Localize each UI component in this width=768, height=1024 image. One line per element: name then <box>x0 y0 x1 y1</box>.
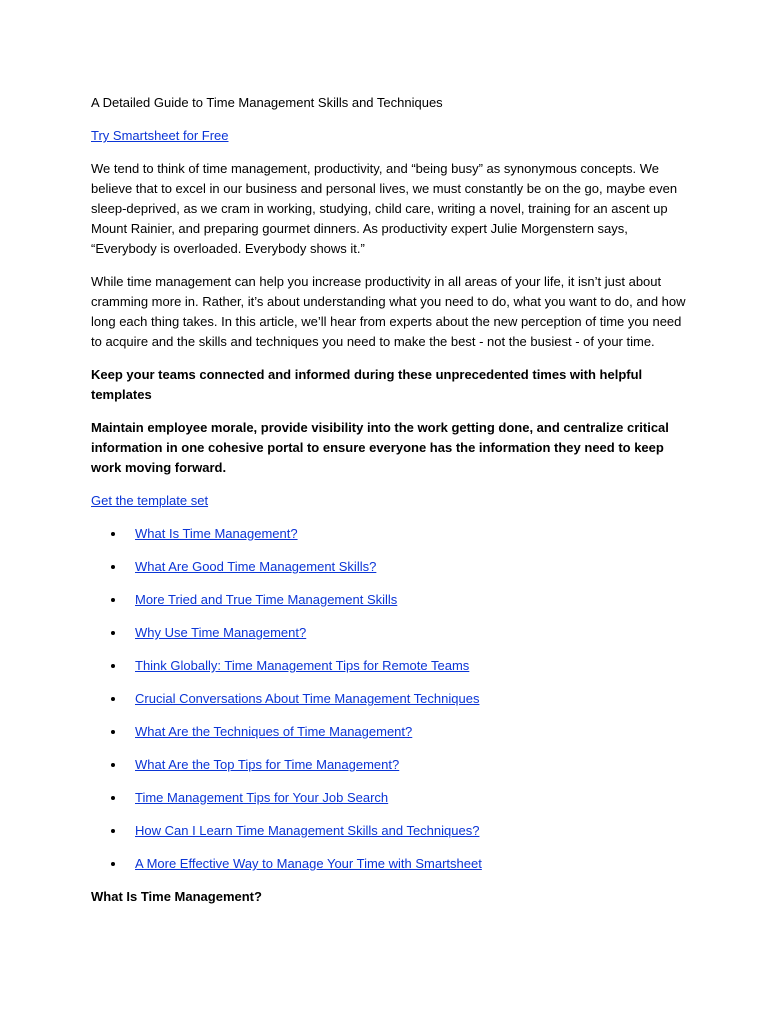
bullet-icon <box>111 763 115 767</box>
list-item <box>91 557 688 577</box>
toc-link[interactable]: What Is Time Management? <box>135 526 298 541</box>
toc-link[interactable]: Why Use Time Management? <box>135 625 307 640</box>
promo-heading: Keep your teams connected and informed during these unprecedented times with helpful templates <box>91 367 643 402</box>
toc-link[interactable]: What Are the Techniques of Time Management? <box>135 724 413 739</box>
bullet-icon <box>111 598 115 602</box>
list-item <box>91 755 688 775</box>
cta-link-wrapper <box>91 126 688 146</box>
list-item <box>91 524 688 544</box>
list-item <box>91 821 688 841</box>
template-link-wrapper <box>91 491 688 511</box>
document-title: A Detailed Guide to Time Management Skills and Techniques <box>91 95 443 110</box>
toc-link[interactable]: What Are Good Time Management Skills? <box>135 559 377 574</box>
toc-link[interactable]: Time Management Tips for Your Job Search <box>135 790 389 805</box>
bullet-icon <box>111 796 115 800</box>
toc-link[interactable]: More Tried and True Time Management Skills <box>135 592 398 607</box>
list-item <box>91 722 688 742</box>
toc-link[interactable]: What Are the Top Tips for Time Management? <box>135 757 400 772</box>
bullet-icon <box>111 730 115 734</box>
list-item <box>91 689 688 709</box>
bullet-icon <box>111 829 115 833</box>
list-item <box>91 623 688 643</box>
bullet-icon <box>111 862 115 866</box>
bullet-icon <box>111 631 115 635</box>
list-item <box>91 590 688 610</box>
try-smartsheet-link[interactable]: Try Smartsheet for Free <box>91 128 229 143</box>
bullet-icon <box>111 565 115 569</box>
toc-link[interactable]: A More Effective Way to Manage Your Time with Smartsheet <box>135 856 482 871</box>
bullet-icon <box>111 697 115 701</box>
get-template-set-link[interactable]: Get the template set <box>91 493 209 508</box>
list-item <box>91 788 688 808</box>
table-of-contents <box>91 524 688 874</box>
section-heading: What Is Time Management? <box>91 889 262 904</box>
bullet-icon <box>111 664 115 668</box>
list-item <box>91 854 688 874</box>
toc-link[interactable]: Think Globally: Time Management Tips for Remote Teams <box>135 658 470 673</box>
toc-link[interactable]: How Can I Learn Time Management Skills and Techniques? <box>135 823 480 838</box>
toc-link[interactable]: Crucial Conversations About Time Management Techniques <box>135 691 480 706</box>
promo-body: Maintain employee morale, provide visibility into the work getting done, and centralize critical information in one cohesive portal to ensure everyone has the information they need to keep work moving forward. <box>91 420 669 475</box>
list-item <box>91 656 688 676</box>
body-paragraph: While time management can help you increase productivity in all areas of your life, it isn’t just about cramming more in. Rather, it’s about understanding what you need to do, what you want to do, and how long each thing takes. In this article, we’ll hear from experts about the new perception of time you need to acquire and the skills and techniques you need to make the best - not the busiest - of your time. <box>91 274 686 349</box>
bullet-icon <box>111 532 115 536</box>
intro-paragraph: We tend to think of time management, productivity, and “being busy” as synonymous concepts. We believe that to excel in our business and personal lives, we must constantly be on the go, maybe even sleep-deprived, as we cram in working, studying, child care, writing a novel, training for an ascent up Mount Rainier, and preparing gourmet dinners. As productivity expert Julie Morgenstern says, “Everybody is overloaded. Everybody shows it.” <box>91 161 678 256</box>
